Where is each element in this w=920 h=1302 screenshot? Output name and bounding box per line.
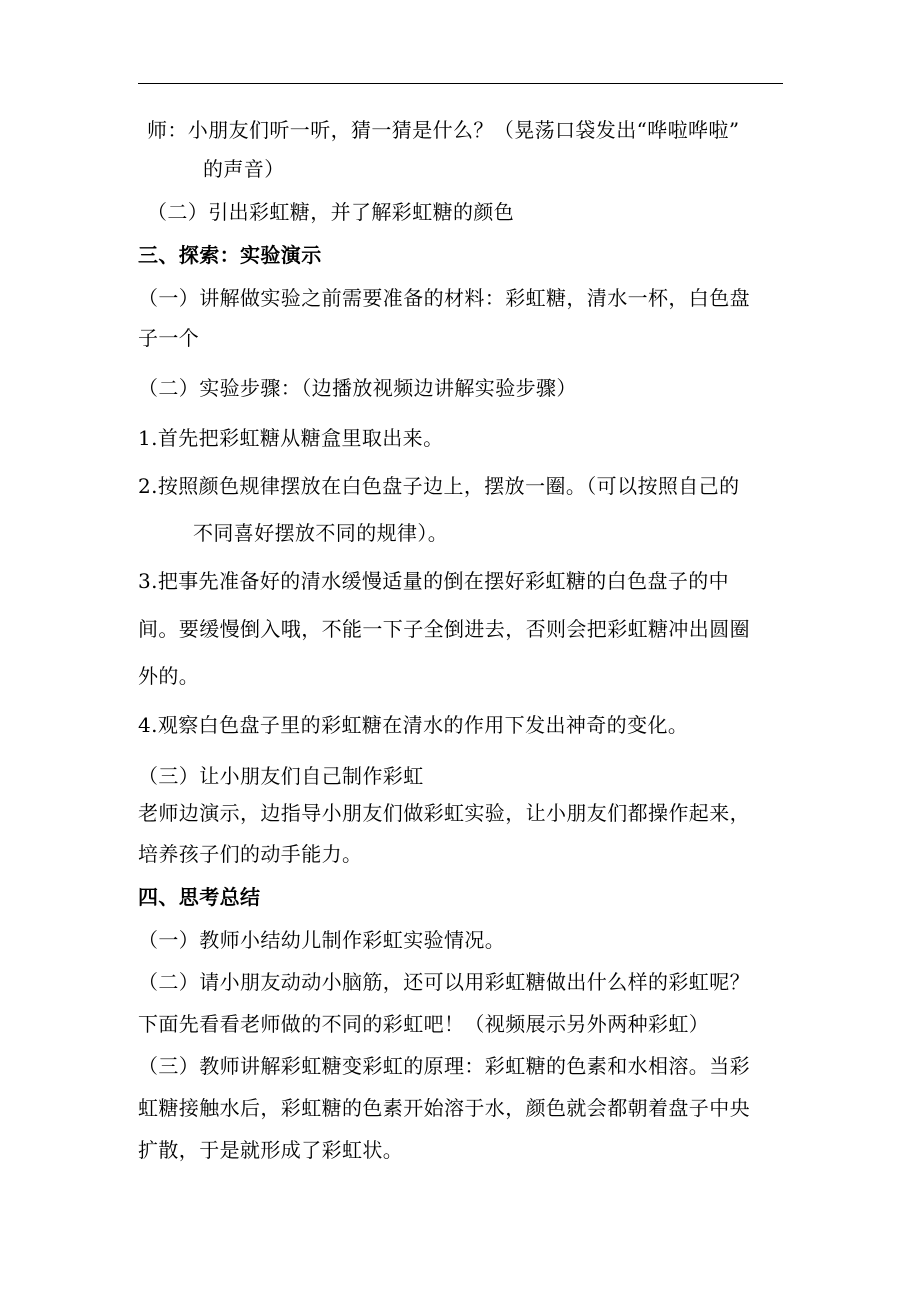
paragraph-line: （一）教师小结幼儿制作彩虹实验情况。 — [138, 928, 506, 952]
list-item-continuation: 不同喜好摆放不同的规律）。 — [193, 521, 449, 545]
paragraph-line: 子一个 — [138, 326, 200, 350]
paragraph-line: （三）教师讲解彩虹糖变彩虹的原理：彩虹糖的色素和水相溶。当彩 — [138, 1054, 750, 1078]
paragraph-line: 师：小朋友们听一听，猜一猜是什么？（晃荡口袋发出“哗啦哗啦” — [147, 118, 740, 142]
paragraph-line: （二）请小朋友动动小脑筋，还可以用彩虹糖做出什么样的彩虹呢？ — [138, 970, 750, 994]
list-item: 3.把事先准备好的清水缓慢适量的倒在摆好彩虹糖的白色盘子的中 — [138, 569, 730, 593]
list-item: 2.按照颜色规律摆放在白色盘子边上，摆放一圈。（可以按照自己的 — [138, 474, 740, 498]
list-item: 4.观察白色盘子里的彩虹糖在清水的作用下发出神奇的变化。 — [138, 713, 689, 737]
paragraph-line: 老师边演示，边指导小朋友们做彩虹实验，让小朋友们都操作起来， — [138, 801, 750, 825]
list-item: 1.首先把彩虹糖从糖盒里取出来。 — [138, 426, 444, 450]
paragraph-line: （三）让小朋友们自己制作彩虹 — [138, 764, 424, 788]
paragraph-line: （二）引出彩虹糖，并了解彩虹糖的颜色 — [147, 200, 515, 224]
paragraph-line: （一）讲解做实验之前需要准备的材料：彩虹糖，清水一杯，白色盘 — [138, 286, 750, 310]
section-heading: 四、思考总结 — [138, 885, 261, 909]
list-item-continuation: 间。要缓慢倒入哦，不能一下子全倒进去，否则会把彩虹糖冲出圆圈 — [138, 617, 750, 641]
paragraph-line: 培养孩子们的动手能力。 — [138, 842, 363, 866]
header-rule — [138, 83, 783, 84]
paragraph-line: 下面先看看老师做的不同的彩虹吧！（视频展示另外两种彩虹） — [138, 1012, 710, 1036]
paragraph-line: 虹糖接触水后，彩虹糖的色素开始溶于水，颜色就会都朝着盘子中央 — [138, 1096, 750, 1120]
paragraph-line: 扩散，于是就形成了彩虹状。 — [138, 1138, 404, 1162]
list-item-continuation: 外的。 — [138, 664, 200, 688]
section-heading: 三、探索：实验演示 — [138, 243, 322, 267]
paragraph-line: （二）实验步骤：（边播放视频边讲解实验步骤） — [138, 376, 577, 400]
paragraph-line: 的声音） — [203, 157, 285, 181]
